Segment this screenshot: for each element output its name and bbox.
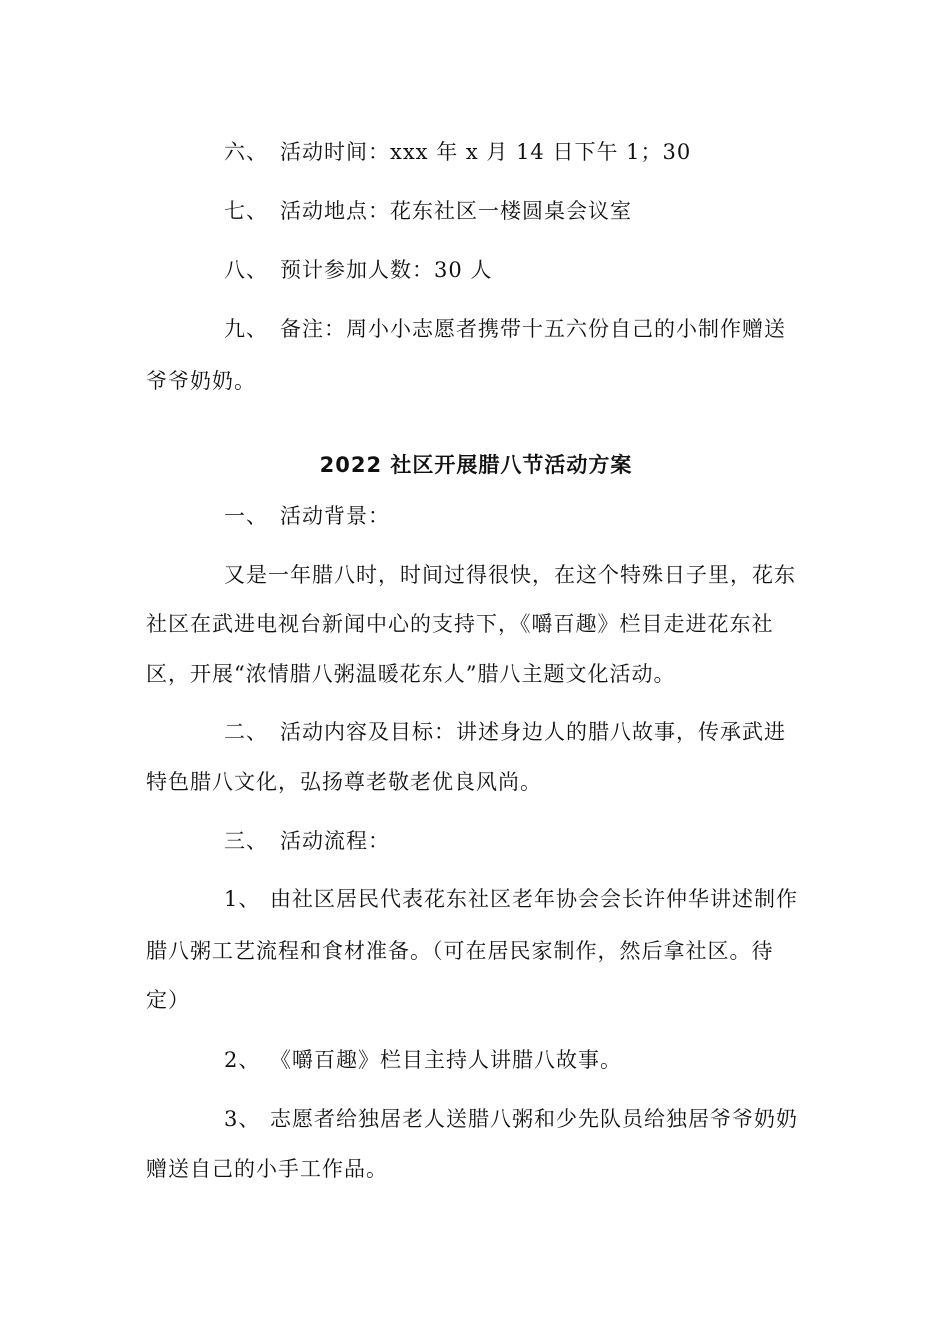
section-one-heading: [224, 502, 884, 530]
flow-item-3: [224, 1105, 884, 1133]
flow-text: 《嚼百趣》栏目主持人讲腊八故事。: [270, 1048, 622, 1072]
item-text: 活动地点：花东社区一楼圆桌会议室: [280, 199, 632, 223]
section-heading-text: 活动内容及目标：讲述身边人的腊八故事，传承武进: [280, 720, 786, 744]
item-number: 七、: [224, 199, 268, 223]
paragraph-line: 社区在武进电视台新闻中心的支持下，《嚼百趣》栏目走进花东社: [146, 612, 774, 636]
flow-item-1: [224, 885, 884, 913]
section-heading-text: 活动流程：: [280, 829, 390, 853]
item-number: 八、: [224, 258, 268, 282]
item-six: [224, 138, 884, 166]
section-number: 三、: [224, 829, 268, 853]
item-seven: [224, 197, 884, 225]
paragraph-line: 赠送自己的小手工作品。: [146, 1157, 388, 1181]
section-number: 二、: [224, 720, 268, 744]
flow-number: 3、: [224, 1107, 261, 1131]
item-text: 活动时间：xxx 年 x 月 14 日下午 1；30: [280, 140, 692, 164]
flow-text: 由社区居民代表花东社区老年协会会长许仲华讲述制作: [270, 887, 798, 911]
paragraph-line: 定）: [146, 988, 190, 1012]
paragraph-line: 区，开展“浓情腊八粥温暖花东人”腊八主题文化活动。: [146, 662, 676, 686]
item-text: 预计参加人数：30 人: [280, 258, 493, 282]
section-number: 一、: [224, 504, 268, 528]
item-eight: [224, 256, 884, 284]
item-nine: [224, 315, 884, 343]
flow-item-2: [224, 1046, 884, 1074]
document-title: 2022 社区开展腊八节活动方案: [319, 453, 633, 477]
item-nine-continuation: 爷爷奶奶。: [146, 369, 256, 393]
paragraph-line: 特色腊八文化，弘扬尊老敬老优良风尚。: [146, 770, 542, 794]
item-text: 备注：周小小志愿者携带十五六份自己的小制作赠送: [280, 317, 786, 341]
section-two-heading: [224, 718, 884, 746]
section-heading-text: 活动背景：: [280, 504, 390, 528]
flow-number: 2、: [224, 1048, 261, 1072]
flow-number: 1、: [224, 887, 261, 911]
section-three-heading: [224, 827, 884, 855]
flow-text: 志愿者给独居老人送腊八粥和少先队员给独居爷爷奶奶: [270, 1107, 798, 1131]
item-number: 六、: [224, 140, 268, 164]
item-number: 九、: [224, 317, 268, 341]
paragraph-line: 腊八粥工艺流程和食材准备。（可在居民家制作，然后拿社区。待: [146, 939, 774, 963]
paragraph-line: 又是一年腊八时，时间过得很快，在这个特殊日子里，花东: [224, 563, 796, 587]
